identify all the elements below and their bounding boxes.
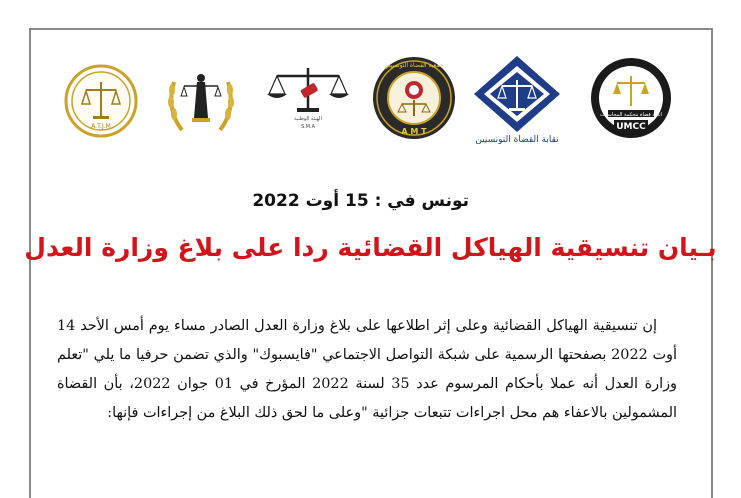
justice-figure-logo	[162, 60, 240, 140]
umcc-logo	[588, 56, 674, 142]
amt-logo	[372, 54, 456, 142]
sma-caption: S.M.A	[300, 124, 316, 130]
svg-text:جمعية القضاة التونسيين: جمعية القضاة التونسيين	[384, 62, 444, 69]
atjm-caption: A.T.J.M	[91, 123, 111, 130]
document-title: بـيان تنسيقية الهياكل القضائية ردا على بلاغ وزارة العدل	[24, 233, 717, 262]
body-paragraph: إن تنسيقية الهياكل القضائية وعلى إثر اطلاعها على بلاغ وزارة العدل الصادر مساء يوم أمس الأحد 14 أوت 2022 بصفحتها الرسمية على شبكة التواصل الاجتماعي "فايسبوك" والذي تضمن حرفيا ما يلي "تعلم وزارة العدل أنه عملا بأحكام المرسوم عدد 35 لسنة 2022 المؤرخ في 01 جوان 2022، بأن القضاة المشمولين بالاعفاء هم محل اجراءات تتبعات جزائية "وعلى ما لحق ذلك البلاغ من إجراءات فإنها:	[57, 318, 677, 421]
judges-union-logo	[468, 52, 566, 144]
logo-strip	[58, 50, 688, 150]
judges-union-caption: نقابة القضاة التونسيين	[475, 135, 559, 144]
sma-logo	[263, 62, 353, 132]
atjm-logo	[64, 64, 138, 138]
umcc-caption: UMCC	[616, 122, 646, 132]
document-date: تونس في : 15 أوت 2022	[252, 191, 469, 211]
svg-text:الهيئة الوطنية: الهيئة الوطنية	[294, 116, 322, 122]
document-body	[57, 312, 677, 428]
svg-text:اتحاد قضاة محكمة المحاسبات: اتحاد قضاة محكمة المحاسبات	[599, 112, 663, 118]
amt-caption: A M T	[401, 127, 427, 136]
